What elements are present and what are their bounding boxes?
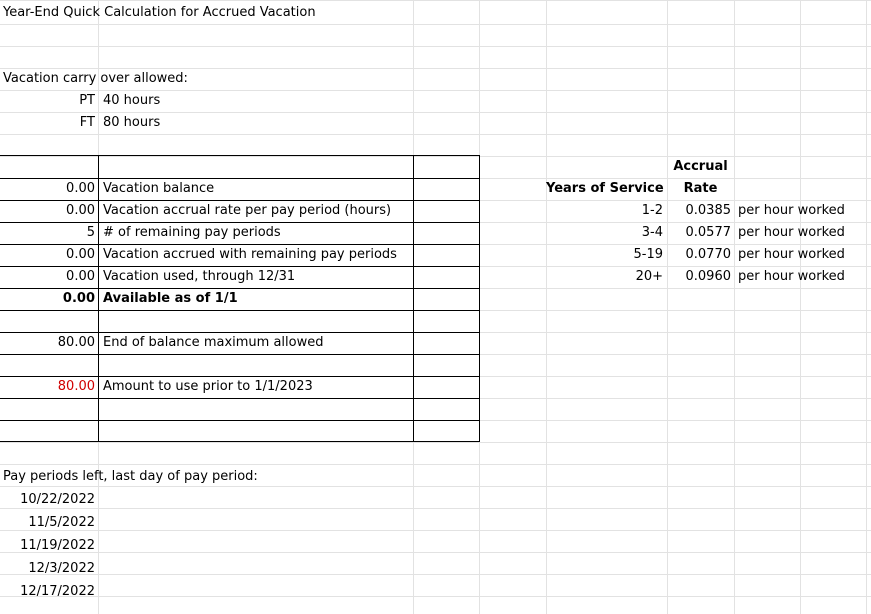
rate-header: Rate	[683, 181, 718, 196]
gridline	[0, 596, 871, 597]
gridline	[0, 24, 871, 25]
rate-unit-cell[interactable]: per hour worked	[738, 247, 845, 262]
gridline	[734, 0, 735, 614]
use-label-cell[interactable]: Amount to use prior to 1/1/2023	[103, 379, 313, 394]
table-border	[98, 155, 99, 442]
carryover-heading: Vacation carry over allowed:	[3, 71, 188, 86]
rate-unit-cell[interactable]: per hour worked	[738, 203, 845, 218]
max-value-cell[interactable]: 80.00	[57, 335, 95, 350]
gridline	[0, 508, 871, 509]
gridline	[0, 156, 871, 157]
accrual-header-top: Accrual	[673, 159, 728, 174]
calc-label-cell[interactable]: Vacation accrued with remaining pay periods	[103, 247, 397, 262]
years-cell[interactable]: 3-4	[641, 225, 663, 240]
table-border	[0, 155, 480, 156]
calc-label-cell[interactable]: Vacation used, through 12/31	[103, 269, 296, 284]
gridline	[0, 530, 871, 531]
max-label-cell[interactable]: End of balance maximum allowed	[103, 335, 324, 350]
calc-label-cell[interactable]: Vacation balance	[103, 181, 215, 196]
pay-periods-heading: Pay periods left, last day of pay period:	[3, 469, 258, 484]
pay-period-date-cell[interactable]: 12/3/2022	[28, 561, 95, 576]
use-value-cell[interactable]: 80.00	[57, 379, 95, 394]
rate-unit-cell[interactable]: per hour worked	[738, 225, 845, 240]
rate-unit-cell[interactable]: per hour worked	[738, 269, 845, 284]
pay-period-date-cell[interactable]: 11/5/2022	[28, 515, 95, 530]
calc-value-cell[interactable]: 5	[86, 225, 95, 240]
calc-value-cell[interactable]: 0.00	[66, 269, 95, 284]
carryover-hours-cell[interactable]: 80 hours	[103, 115, 161, 130]
carryover-hours-cell[interactable]: 40 hours	[103, 93, 161, 108]
rate-cell[interactable]: 0.0960	[685, 269, 731, 284]
gridline	[0, 46, 871, 47]
table-border	[0, 441, 480, 442]
table-border	[413, 155, 414, 442]
calc-value-cell[interactable]: 0.00	[66, 203, 95, 218]
gridline	[0, 574, 871, 575]
pay-period-date-cell[interactable]: 12/17/2022	[20, 584, 95, 599]
calc-total-value-cell[interactable]: 0.00	[62, 291, 95, 306]
rate-cell[interactable]: 0.0385	[685, 203, 731, 218]
years-cell[interactable]: 1-2	[641, 203, 663, 218]
years-cell[interactable]: 5-19	[633, 247, 663, 262]
carryover-type-cell[interactable]: PT	[79, 93, 95, 108]
calc-value-cell[interactable]: 0.00	[66, 181, 95, 196]
table-border	[0, 420, 480, 421]
calc-label-cell[interactable]: # of remaining pay periods	[103, 225, 281, 240]
gridline	[800, 0, 801, 614]
table-border	[0, 354, 480, 355]
gridline	[546, 0, 547, 614]
rate-cell[interactable]: 0.0577	[685, 225, 731, 240]
table-border	[0, 398, 480, 399]
carryover-type-cell[interactable]: FT	[79, 115, 95, 130]
calc-label-cell[interactable]: Vacation accrual rate per pay period (hours)	[103, 203, 392, 218]
pay-period-date-cell[interactable]: 10/22/2022	[20, 492, 95, 507]
gridline	[0, 0, 871, 1]
years-of-service-header: Years of Service	[546, 181, 664, 196]
table-border	[0, 310, 480, 311]
pay-period-date-cell[interactable]: 11/19/2022	[20, 538, 95, 553]
table-border	[479, 155, 480, 442]
gridline	[0, 134, 871, 135]
calc-value-cell[interactable]: 0.00	[66, 247, 95, 262]
gridline	[0, 442, 871, 443]
years-cell[interactable]: 20+	[635, 269, 663, 284]
gridline	[0, 552, 871, 553]
calc-total-label-cell[interactable]: Available as of 1/1	[103, 291, 238, 306]
rate-cell[interactable]: 0.0770	[685, 247, 731, 262]
gridline	[667, 0, 668, 614]
sheet-title: Year-End Quick Calculation for Accrued Vacation	[3, 5, 316, 20]
gridline	[0, 464, 871, 465]
gridline	[866, 0, 867, 614]
